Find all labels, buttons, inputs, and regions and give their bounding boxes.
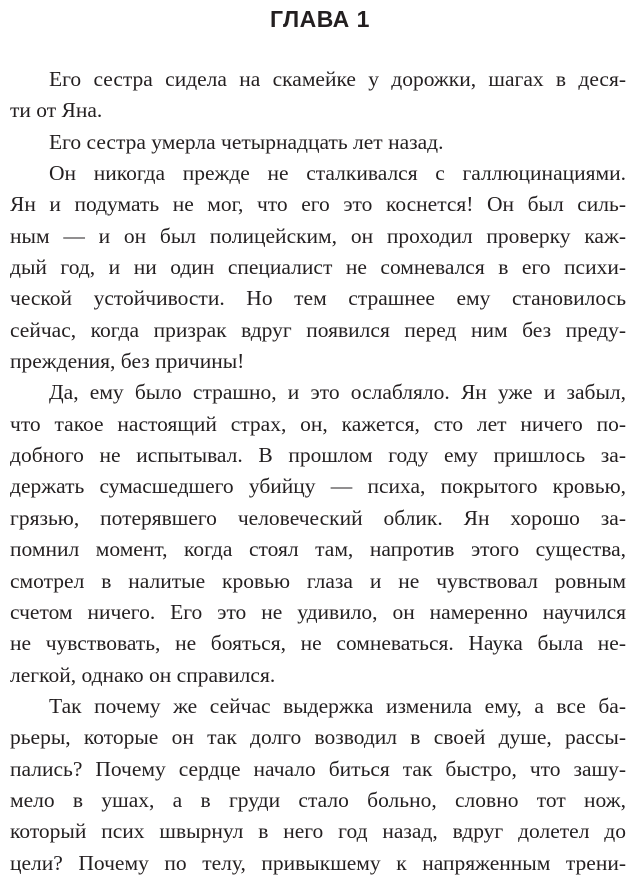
paragraph <box>10 377 626 690</box>
text-line: ным — и он был полицейским, он проходил проверку каж- <box>10 223 626 248</box>
text-line: смотрел в налитые кровью глаза и не чувствовал ровным <box>10 568 626 593</box>
text-line: счетом ничего. Его это не удивило, он намеренно научился <box>10 599 626 624</box>
paragraph <box>10 127 626 158</box>
text-line: легкой, однако он справился. <box>10 662 276 687</box>
text-line: Так почему же сейчас выдержка изменила ему, а все ба- <box>49 693 626 718</box>
text-line: мело в ушах, а в груди стало больно, словно тот нож, <box>10 787 626 812</box>
chapter-body <box>10 64 626 879</box>
text-line: Его сестра сидела на скамейке у дорожки, шагах в деся- <box>49 67 626 91</box>
text-line: преждения, без причины! <box>10 349 245 374</box>
paragraph <box>10 64 626 127</box>
text-line: Он никогда прежде не сталкивался с галлюцинациями. <box>49 161 626 186</box>
chapter-title: ГЛАВА 1 <box>270 6 370 32</box>
text-line: дый год, и ни один специалист не сомневался в его психи- <box>10 255 626 280</box>
text-line: который псих швырнул в него год назад, вдруг долетел до <box>10 819 626 844</box>
paragraph <box>10 691 626 879</box>
text-line: сейчас, когда призрак вдруг появился перед ним без преду- <box>10 317 626 342</box>
text-line: держать сумасшедшего убийцу — психа, покрытого кровью, <box>10 474 626 499</box>
text-line: не чувствовать, не бояться, не сомневаться. Наука была не- <box>10 631 626 656</box>
text-line: рьеры, которые он так долго возводил в своей душе, рассы- <box>10 725 626 750</box>
text-line: цели? Почему по телу, привыкшему к напряженным трени- <box>10 850 626 875</box>
text-line: Да, ему было страшно, и это ослабляло. Ян уже и забыл, <box>49 380 626 405</box>
text-line: помнил момент, когда стоял там, напротив этого существа, <box>10 537 626 562</box>
text-line: добного не испытывал. В прошлом году ему пришлось за- <box>10 443 626 468</box>
text-line: Ян и подумать не мог, что его это коснется! Он был силь- <box>10 192 626 217</box>
text-line: ческой устойчивости. Но тем страшнее ему становилось <box>10 286 626 311</box>
text-line: что такое настоящий страх, он, кажется, сто лет ничего по- <box>10 411 626 436</box>
text-line: пались? Почему сердце начало биться так быстро, что зашу- <box>10 756 626 781</box>
text-line: ти от Яна. <box>10 98 103 123</box>
text-line: Его сестра умерла четырнадцать лет назад. <box>49 129 444 154</box>
text-line: грязью, потерявшего человеческий облик. Ян хорошо за- <box>10 505 626 530</box>
paragraph <box>10 158 626 377</box>
